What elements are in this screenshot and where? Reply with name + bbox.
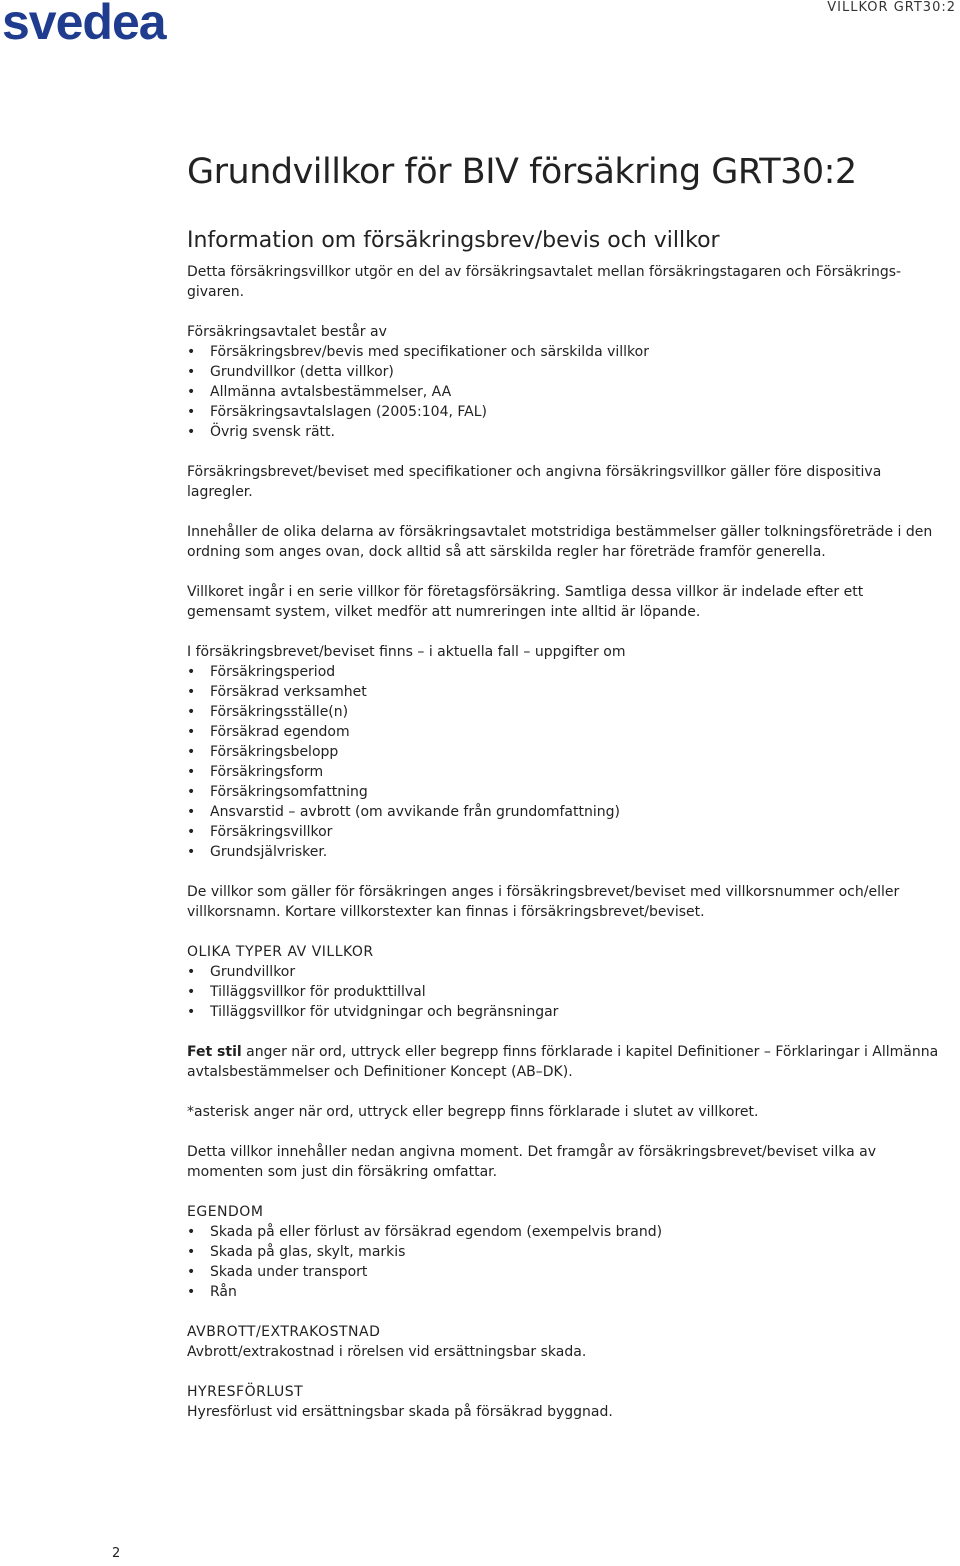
precedence-paragraph: Försäkringsbrevet/beviset med specifikationer och angivna försäkringsvillkor gäller före dispositiva lagregler. (187, 464, 882, 500)
svedea-logo: svedea (2, 0, 166, 50)
bold-explanation-text: anger när ord, uttryck eller begrepp finns förklarade i kapitel Definitioner – Förklaringar i Allmänna avtalsbestämmelser och Definitioner Koncept (AB–DK). (187, 1044, 939, 1080)
list-item: • Tilläggsvillkor för utvidgningar och begränsningar (187, 1002, 943, 1022)
list-item: • Skada under transport (187, 1262, 943, 1282)
types-heading: OLIKA TYPER AV VILLKOR (187, 944, 374, 960)
list-item: • Försäkringsställe(n) (187, 702, 943, 722)
bold-explanation-paragraph (187, 1042, 943, 1082)
list-item: • Grundvillkor (detta villkor) (187, 362, 943, 382)
moments-paragraph: Detta villkor innehåller nedan angivna moment. Det framgår av försäkringsbrevet/beviset vilka av momenten som just din försäkring omfattar. (187, 1144, 876, 1180)
list-item: • Grundvillkor (187, 962, 943, 982)
terms-paragraph: De villkor som gäller för försäkringen anges i försäkringsbrevet/beviset med villkorsnummer och/eller villkorsnamn. Kortare villkorstexter kan finnas i försäkringsbrevet/beviset. (187, 884, 900, 920)
intro-paragraph: Detta försäkringsvillkor utgör en del av försäkringsavtalet mellan försäkringstagaren och Försäkrings-givaren. (187, 264, 902, 300)
list-item: • Försäkringsbrev/bevis med specifikationer och särskilda villkor (187, 342, 943, 362)
list-item: • Skada på glas, skylt, markis (187, 1242, 943, 1262)
agreement-heading: Försäkringsavtalet består av (187, 324, 387, 340)
list-item: • Försäkringsvillkor (187, 822, 943, 842)
list-item: • Ansvarstid – avbrott (om avvikande från grundomfattning) (187, 802, 943, 822)
document-title: Grundvillkor för BIV försäkring GRT30:2 (187, 152, 857, 192)
info-list (187, 662, 943, 862)
header-label: VILLKOR GRT30:2 (827, 0, 956, 15)
conflict-paragraph: Innehåller de olika delarna av försäkringsavtalet motstridiga bestämmelser gäller tolkningsföreträde i den ordning som anges ovan, dock alltid så att särskilda regler har företräde framför generella. (187, 524, 933, 560)
bold-term: Fet stil (187, 1044, 242, 1060)
asterisk-paragraph: *asterisk anger när ord, uttryck eller begrepp finns förklarade i slutet av villkoret. (187, 1104, 759, 1120)
list-item: • Skada på eller förlust av försäkrad egendom (exempelvis brand) (187, 1222, 943, 1242)
list-item: • Försäkringsperiod (187, 662, 943, 682)
list-item: • Övrig svensk rätt. (187, 422, 943, 442)
page-number: 2 (112, 1546, 121, 1561)
document-body (187, 142, 943, 1442)
list-item: • Allmänna avtalsbestämmelser, AA (187, 382, 943, 402)
list-item: • Försäkringsform (187, 762, 943, 782)
types-list (187, 962, 943, 1022)
interruption-text: Avbrott/extrakostnad i rörelsen vid ersättningsbar skada. (187, 1344, 587, 1360)
list-item: • Försäkrad verksamhet (187, 682, 943, 702)
info-heading: I försäkringsbrevet/beviset finns – i aktuella fall – uppgifter om (187, 644, 626, 660)
rent-heading: HYRESFÖRLUST (187, 1384, 304, 1400)
list-item: • Försäkringsomfattning (187, 782, 943, 802)
rent-text: Hyresförlust vid ersättningsbar skada på försäkrad byggnad. (187, 1404, 613, 1420)
list-item: • Rån (187, 1282, 943, 1302)
document-subtitle: Information om försäkringsbrev/bevis och villkor (187, 228, 720, 253)
list-item: • Försäkringsavtalslagen (2005:104, FAL) (187, 402, 943, 422)
property-heading: EGENDOM (187, 1204, 264, 1220)
list-item: • Försäkringsbelopp (187, 742, 943, 762)
property-list (187, 1222, 943, 1302)
series-paragraph: Villkoret ingår i en serie villkor för företagsförsäkring. Samtliga dessa villkor är indelade efter ett gemensamt system, vilket medför att numreringen inte alltid är löpande. (187, 584, 864, 620)
interruption-heading: AVBROTT/EXTRAKOSTNAD (187, 1324, 381, 1340)
agreement-list (187, 342, 943, 442)
list-item: • Försäkrad egendom (187, 722, 943, 742)
list-item: • Tilläggsvillkor för produkttillval (187, 982, 943, 1002)
list-item: • Grundsjälvrisker. (187, 842, 943, 862)
